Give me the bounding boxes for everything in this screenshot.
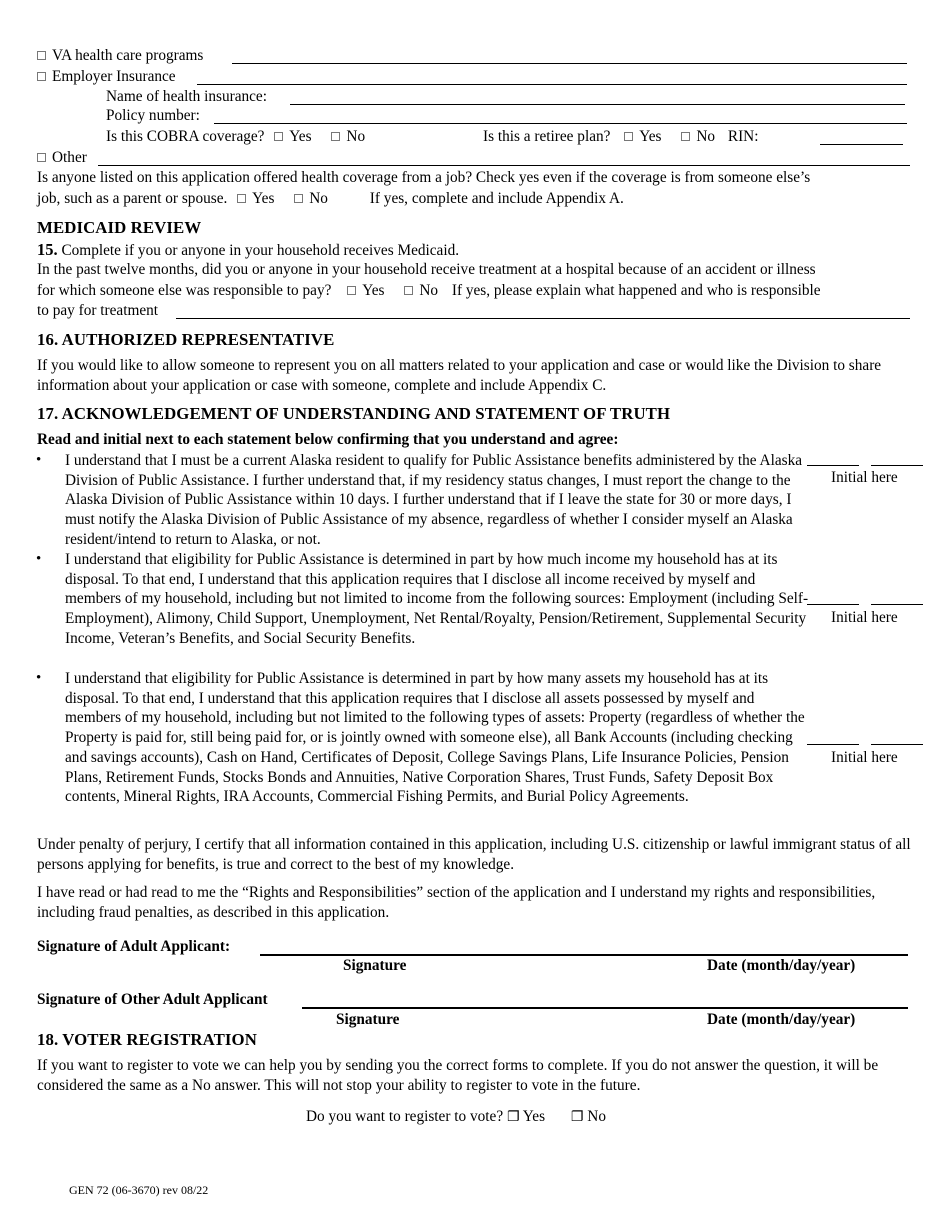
health-insurance-name-label: Name of health insurance: bbox=[106, 88, 267, 105]
initial-line-assets-2[interactable] bbox=[871, 744, 923, 745]
perjury-statement: Under penalty of perjury, I certify that all information contained in this application, including U.S. citizenship or lawful immigrant status of all persons applying for benefits, is true and correct to the best of my knowledge. bbox=[37, 836, 911, 873]
voter-no-checkbox[interactable]: ❐ bbox=[570, 1109, 584, 1125]
cobra-yes-checkbox[interactable] bbox=[274, 132, 283, 141]
residency-statement: I understand that I must be a current Alaska resident to qualify for Public Assistance benefits administered by the Alaska Division of Public Assistance. I further understand that, if my residency status changes, I must report the change to the Alaska Division of Public Assistance within 10 days. I further understand that if I leave the state for 30 or more days, I must notify the Alaska Division of Public Assistance of my absence, regardless of whether I consider myself an Alaska resident/intend to return to Alaska, or not. bbox=[65, 452, 803, 548]
va-coverage-option: VA health care programs bbox=[37, 47, 203, 65]
cobra-no-checkbox[interactable] bbox=[331, 132, 340, 141]
other-fill-line[interactable] bbox=[98, 165, 910, 166]
voter-registration-heading: 18. VOTER REGISTRATION bbox=[37, 1030, 257, 1049]
authorized-representative-text: If you would like to allow someone to represent you on all matters related to your application and case or would like the Division to share information about your application or case with someone, complete and include Appendix C. bbox=[37, 357, 882, 394]
medicaid-intro: 15. Complete if you or anyone in your household receives Medicaid. bbox=[37, 240, 460, 259]
initial-line-income-1[interactable] bbox=[807, 604, 859, 605]
acknowledgement-instruction: Read and initial next to each statement below confirming that you understand and agree: bbox=[37, 431, 619, 448]
va-checkbox[interactable] bbox=[37, 51, 46, 60]
retiree-question: Is this a retiree plan? Yes No RIN: bbox=[483, 128, 759, 145]
initial-line-income-2[interactable] bbox=[871, 604, 923, 605]
acknowledgement-heading: 17. ACKNOWLEDGEMENT OF UNDERSTANDING AND STATEMENT OF TRUTH bbox=[37, 404, 671, 423]
initial-line-assets-1[interactable] bbox=[807, 744, 859, 745]
job-coverage-question-line1: Is anyone listed on this application offered health coverage from a job? Check yes even if the coverage is from someone else’s bbox=[37, 169, 811, 186]
employer-coverage-option: Employer Insurance bbox=[37, 68, 176, 86]
medicaid-yes-checkbox[interactable] bbox=[347, 286, 356, 295]
medicaid-question-line3: to pay for treatment bbox=[37, 302, 159, 319]
policy-number-label: Policy number: bbox=[106, 107, 200, 124]
other-date-caption: Date (month/day/year) bbox=[707, 1011, 856, 1028]
medicaid-explanation-field[interactable] bbox=[176, 318, 910, 319]
initial-line-residency-2[interactable] bbox=[871, 465, 923, 466]
rin-field[interactable] bbox=[820, 144, 903, 145]
retiree-yes-checkbox[interactable] bbox=[624, 132, 633, 141]
employer-fill-line[interactable] bbox=[197, 84, 907, 85]
medicaid-review-heading: MEDICAID REVIEW bbox=[37, 218, 202, 237]
job-coverage-no-checkbox[interactable] bbox=[294, 194, 303, 203]
form-id-footer: GEN 72 (06-3670) rev 08/22 bbox=[69, 1183, 209, 1197]
policy-number-field[interactable] bbox=[214, 123, 907, 124]
adult-signature-label: Signature of Adult Applicant: bbox=[37, 938, 231, 955]
income-statement: I understand that eligibility for Public Assistance is determined in part by how much income my household has at its disposal. To that end, I understand that this application requires that I disclose all income received by myself and members of my household, including but not limited to income from the following sources: Employment (including Self-Employment), Alimony, Child Support, Unemployment, Net Rental/Royalty, Pension/Retirement, Supplemental Security Income, Veteran’s Benefits, and Social Security Benefits. bbox=[65, 551, 809, 647]
health-insurance-name-field[interactable] bbox=[290, 104, 905, 105]
bullet-marker: • bbox=[36, 452, 42, 468]
medicaid-question-line1: In the past twelve months, did you or anyone in your household receive treatment at a hospital because of an accident or illness bbox=[37, 261, 816, 278]
initial-here-label: Initial here bbox=[831, 749, 898, 766]
other-adult-signature-label: Signature of Other Adult Applicant bbox=[37, 991, 268, 1008]
adult-signature-caption: Signature bbox=[343, 957, 407, 974]
initial-here-label: Initial here bbox=[831, 609, 898, 626]
assets-statement: I understand that eligibility for Public Assistance is determined in part by how many assets my household has at its disposal. To that end, I understand that this application requires that I disclose all assets possessed by myself and members of my household, including but not limited to the following types of assets: Property (regardless of whether the Property is paid for, still being paid for, or is jointly owned with someone else), all Bank Accounts (including checking and savings accounts), Cash on Hand, Certificates of Deposit, College Savings Plans, Life Insurance Policies, Pension Plans, Retirement Funds, Stocks Bonds and Annuities, Native Corporation Shares, Trust Funds, Safety Deposit Box contents, Mineral Rights, IRA Accounts, Commercial Fishing Permits, and Burial Policy Agreements. bbox=[65, 670, 805, 806]
voter-question: Do you want to register to vote? ❐ Yes ❐ No bbox=[306, 1108, 606, 1125]
voter-registration-text: If you want to register to vote we can help you by sending you the correct forms to complete. If you do not answer the question, it will be considered the same as a No answer. This will not stop your ability to register to vote in the future. bbox=[37, 1057, 879, 1094]
initial-line-residency-1[interactable] bbox=[807, 465, 859, 466]
adult-date-caption: Date (month/day/year) bbox=[707, 957, 856, 974]
retiree-no-checkbox[interactable] bbox=[681, 132, 690, 141]
voter-yes-checkbox[interactable]: ❐ bbox=[506, 1109, 520, 1125]
employer-checkbox[interactable] bbox=[37, 72, 46, 81]
other-coverage-option: Other bbox=[37, 149, 87, 167]
other-checkbox[interactable] bbox=[37, 153, 46, 162]
job-coverage-question-line2: job, such as a parent or spouse. Yes No If yes, complete and include Appendix A. bbox=[37, 190, 624, 207]
authorized-representative-heading: 16. AUTHORIZED REPRESENTATIVE bbox=[37, 330, 335, 349]
medicaid-question-line2: for which someone else was responsible to pay? Yes No If yes, please explain what happened and who is responsible bbox=[37, 282, 821, 299]
initial-here-label: Initial here bbox=[831, 469, 898, 486]
other-signature-caption: Signature bbox=[336, 1011, 400, 1028]
adult-signature-field[interactable] bbox=[260, 954, 908, 956]
cobra-question: Is this COBRA coverage? Yes No bbox=[106, 128, 366, 145]
va-fill-line[interactable] bbox=[232, 63, 907, 64]
bullet-marker: • bbox=[36, 551, 42, 567]
job-coverage-yes-checkbox[interactable] bbox=[237, 194, 246, 203]
other-adult-signature-field[interactable] bbox=[302, 1007, 908, 1009]
bullet-marker: • bbox=[36, 670, 42, 686]
rights-statement: I have read or had read to me the “Rights and Responsibilities” section of the application and I understand my rights and responsibilities, including fraud penalties, as described in this application. bbox=[37, 884, 876, 921]
medicaid-no-checkbox[interactable] bbox=[404, 286, 413, 295]
rin-label: RIN: bbox=[727, 128, 759, 145]
